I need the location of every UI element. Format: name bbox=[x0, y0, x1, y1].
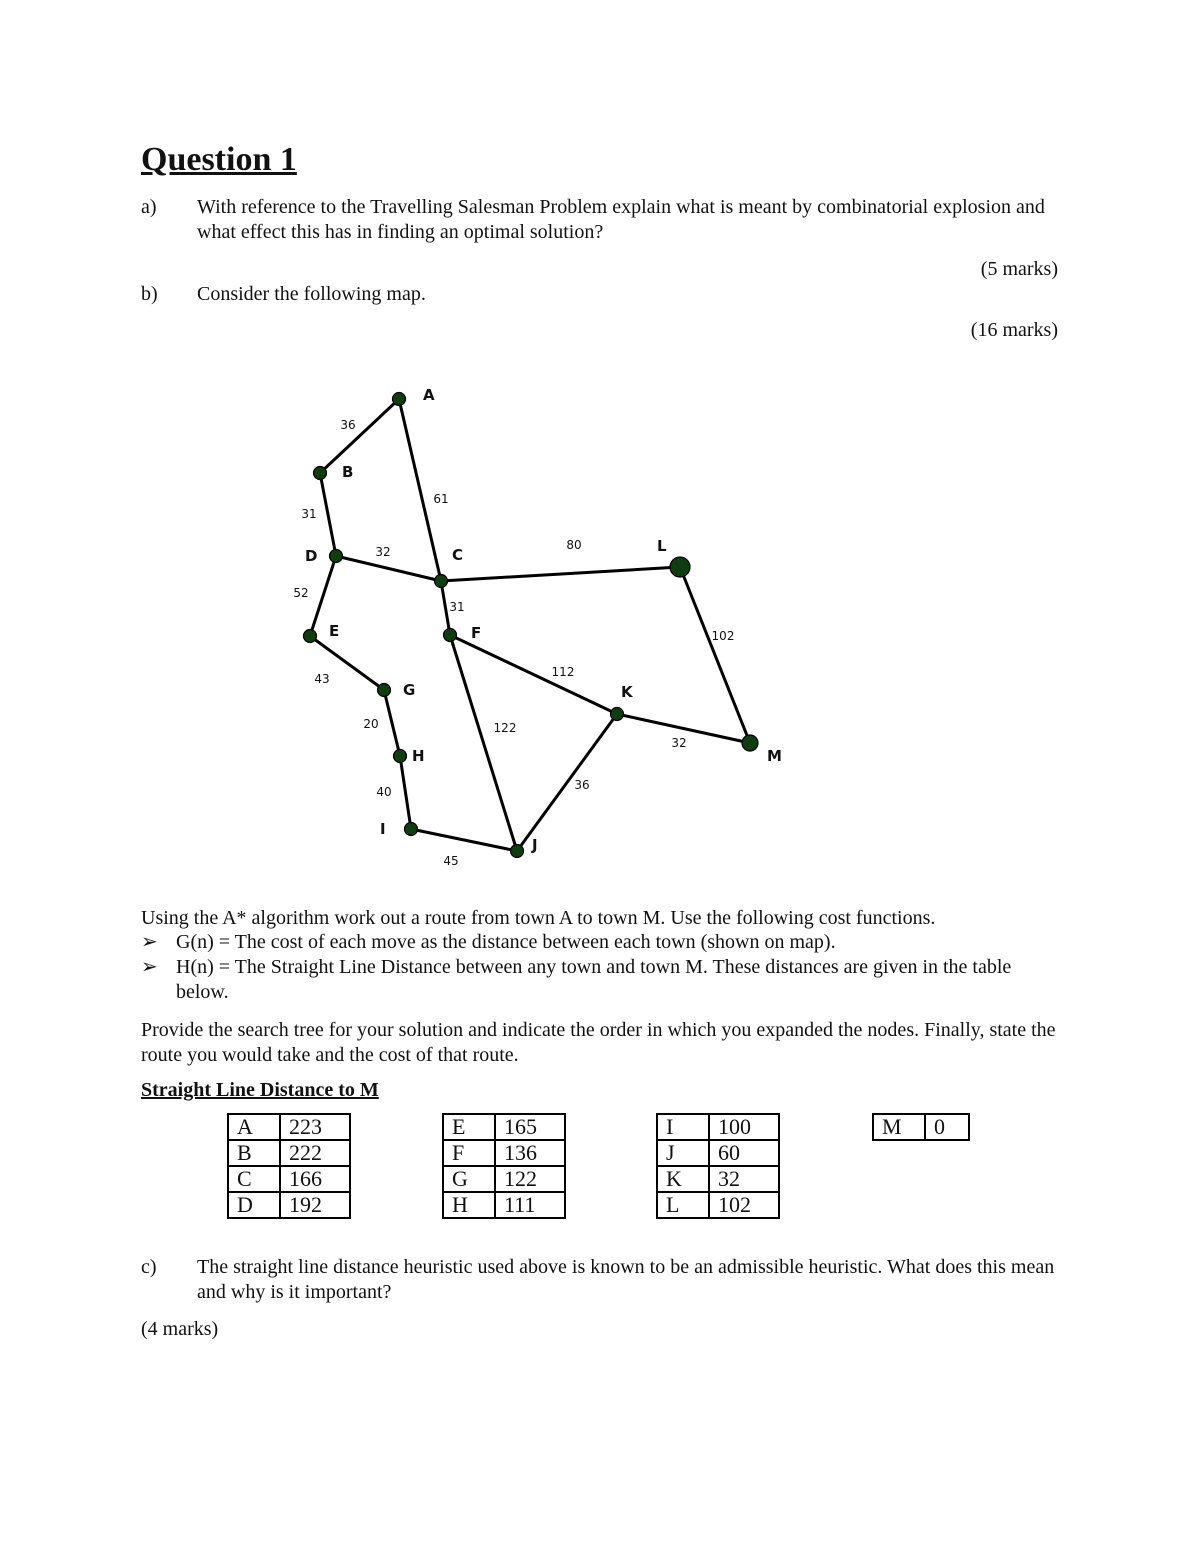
distance-cell: 136 bbox=[495, 1140, 565, 1166]
town-node-l bbox=[670, 557, 690, 577]
edge-l-m bbox=[680, 567, 750, 743]
town-label-m: M bbox=[767, 747, 782, 765]
part-a-marks: (5 marks) bbox=[980, 258, 1058, 280]
table-row bbox=[228, 1192, 350, 1218]
town-label-b: B bbox=[342, 463, 354, 481]
town-label-a: A bbox=[423, 386, 435, 404]
edge-weight-label: 122 bbox=[493, 721, 517, 735]
table-row bbox=[228, 1140, 350, 1166]
distance-cell: 192 bbox=[280, 1192, 350, 1218]
edge-f-j bbox=[450, 635, 517, 851]
town-node-a bbox=[393, 393, 406, 406]
edge-a-b bbox=[320, 399, 399, 473]
town-cell: D bbox=[228, 1192, 280, 1218]
town-label-c: C bbox=[452, 546, 464, 564]
edge-c-l bbox=[441, 567, 680, 581]
instructions-intro: Using the A* algorithm work out a route from town A to town M. Use the following cost functions. bbox=[141, 907, 936, 929]
cost-function-h bbox=[141, 955, 1041, 1005]
table-row bbox=[657, 1192, 779, 1218]
part-c-label: c) bbox=[141, 1256, 157, 1278]
distance-cell: 165 bbox=[495, 1114, 565, 1140]
part-b-text: Consider the following map. bbox=[197, 283, 426, 305]
edge-weight-label: 40 bbox=[376, 785, 392, 799]
edge-weight-label: 52 bbox=[293, 586, 309, 600]
town-node-i bbox=[405, 823, 418, 836]
edge-weight-label: 112 bbox=[551, 665, 575, 679]
town-label-i: I bbox=[380, 820, 386, 838]
town-node-h bbox=[394, 750, 407, 763]
town-node-j bbox=[511, 845, 524, 858]
edge-weight-label: 43 bbox=[314, 672, 330, 686]
town-node-c bbox=[435, 575, 448, 588]
town-node-k bbox=[611, 708, 624, 721]
cost-function-list bbox=[141, 930, 1041, 1005]
town-label-k: K bbox=[621, 683, 633, 701]
table-row bbox=[228, 1166, 350, 1192]
sld-heading: Straight Line Distance to M bbox=[141, 1079, 379, 1101]
distance-cell: 60 bbox=[709, 1140, 779, 1166]
table-row bbox=[443, 1140, 565, 1166]
distance-cell: 111 bbox=[495, 1192, 565, 1218]
distance-cell: 222 bbox=[280, 1140, 350, 1166]
question-title: Question 1 bbox=[141, 141, 297, 178]
town-node-e bbox=[304, 630, 317, 643]
table-row bbox=[443, 1114, 565, 1140]
table-row bbox=[657, 1114, 779, 1140]
part-c-marks: (4 marks) bbox=[141, 1318, 219, 1340]
town-node-b bbox=[314, 467, 327, 480]
town-label-e: E bbox=[329, 622, 340, 640]
edge-h-i bbox=[400, 756, 411, 829]
edge-weight-label: 36 bbox=[340, 418, 356, 432]
distance-cell: 102 bbox=[709, 1192, 779, 1218]
distance-cell: 0 bbox=[925, 1114, 969, 1140]
edge-i-j bbox=[411, 829, 517, 851]
edge-weight-label: 32 bbox=[671, 736, 687, 750]
edge-weight-label: 31 bbox=[301, 507, 317, 521]
edge-g-h bbox=[384, 690, 400, 756]
edge-weight-label: 102 bbox=[711, 629, 735, 643]
town-label-f: F bbox=[471, 624, 482, 642]
town-cell: B bbox=[228, 1140, 280, 1166]
table-row bbox=[443, 1166, 565, 1192]
arrow-bullet-icon: ➢ bbox=[141, 931, 158, 953]
part-c-text: The straight line distance heuristic used above is known to be an admissible heuristic. What does this mean and why is it important? bbox=[197, 1256, 1055, 1303]
town-label-g: G bbox=[403, 681, 416, 699]
edge-k-j bbox=[517, 714, 617, 851]
edge-weight-label: 61 bbox=[433, 492, 449, 506]
table-row bbox=[228, 1114, 350, 1140]
cost-function-g-text: G(n) = The cost of each move as the distance between each town (shown on map). bbox=[176, 931, 836, 953]
distance-cell: 166 bbox=[280, 1166, 350, 1192]
edge-weight-label: 36 bbox=[574, 778, 590, 792]
instructions-provide: Provide the search tree for your solution and indicate the order in which you expanded the nodes. Finally, state the route you would take and the cost of that route. bbox=[141, 1019, 1056, 1066]
town-node-g bbox=[378, 684, 391, 697]
table-row bbox=[657, 1140, 779, 1166]
edge-f-k bbox=[450, 635, 617, 714]
edge-weight-label: 20 bbox=[363, 717, 379, 731]
table-row bbox=[657, 1166, 779, 1192]
edge-d-c bbox=[336, 556, 441, 581]
town-cell: E bbox=[443, 1114, 495, 1140]
town-cell: A bbox=[228, 1114, 280, 1140]
distance-cell: 100 bbox=[709, 1114, 779, 1140]
town-cell: G bbox=[443, 1166, 495, 1192]
table-row bbox=[873, 1114, 969, 1140]
edge-weight-label: 45 bbox=[443, 854, 459, 868]
town-label-d: D bbox=[305, 547, 318, 565]
town-cell: I bbox=[657, 1114, 709, 1140]
edge-weight-label: 31 bbox=[449, 600, 465, 614]
sld-table-2 bbox=[442, 1113, 566, 1219]
town-label-h: H bbox=[412, 747, 425, 765]
part-b-label: b) bbox=[141, 283, 158, 305]
edge-a-c bbox=[399, 399, 441, 581]
part-b-marks: (16 marks) bbox=[970, 319, 1058, 341]
town-cell: L bbox=[657, 1192, 709, 1218]
town-label-l: L bbox=[657, 537, 667, 555]
town-cell: C bbox=[228, 1166, 280, 1192]
edge-weight-label: 32 bbox=[375, 545, 391, 559]
part-a-label: a) bbox=[141, 196, 157, 218]
town-node-m bbox=[742, 735, 758, 751]
table-row bbox=[443, 1192, 565, 1218]
distance-cell: 32 bbox=[709, 1166, 779, 1192]
town-cell: H bbox=[443, 1192, 495, 1218]
edge-weight-label: 80 bbox=[566, 538, 582, 552]
distance-cell: 122 bbox=[495, 1166, 565, 1192]
cost-function-g bbox=[141, 930, 1041, 955]
sld-table-1 bbox=[227, 1113, 351, 1219]
town-node-f bbox=[444, 629, 457, 642]
town-cell: J bbox=[657, 1140, 709, 1166]
town-cell: M bbox=[873, 1114, 925, 1140]
part-a-text: With reference to the Travelling Salesman Problem explain what is meant by combinatorial explosion and what effect this has in finding an optimal solution? bbox=[197, 196, 1045, 243]
cost-function-h-text: H(n) = The Straight Line Distance between any town and town M. These distances are given in the table below. bbox=[176, 956, 1012, 1003]
town-label-j: J bbox=[532, 836, 538, 854]
edge-b-d bbox=[320, 473, 336, 556]
town-node-d bbox=[330, 550, 343, 563]
town-cell: K bbox=[657, 1166, 709, 1192]
distance-cell: 223 bbox=[280, 1114, 350, 1140]
sld-table-4 bbox=[872, 1113, 970, 1141]
arrow-bullet-icon: ➢ bbox=[141, 956, 158, 978]
town-cell: F bbox=[443, 1140, 495, 1166]
sld-table-3 bbox=[656, 1113, 780, 1219]
